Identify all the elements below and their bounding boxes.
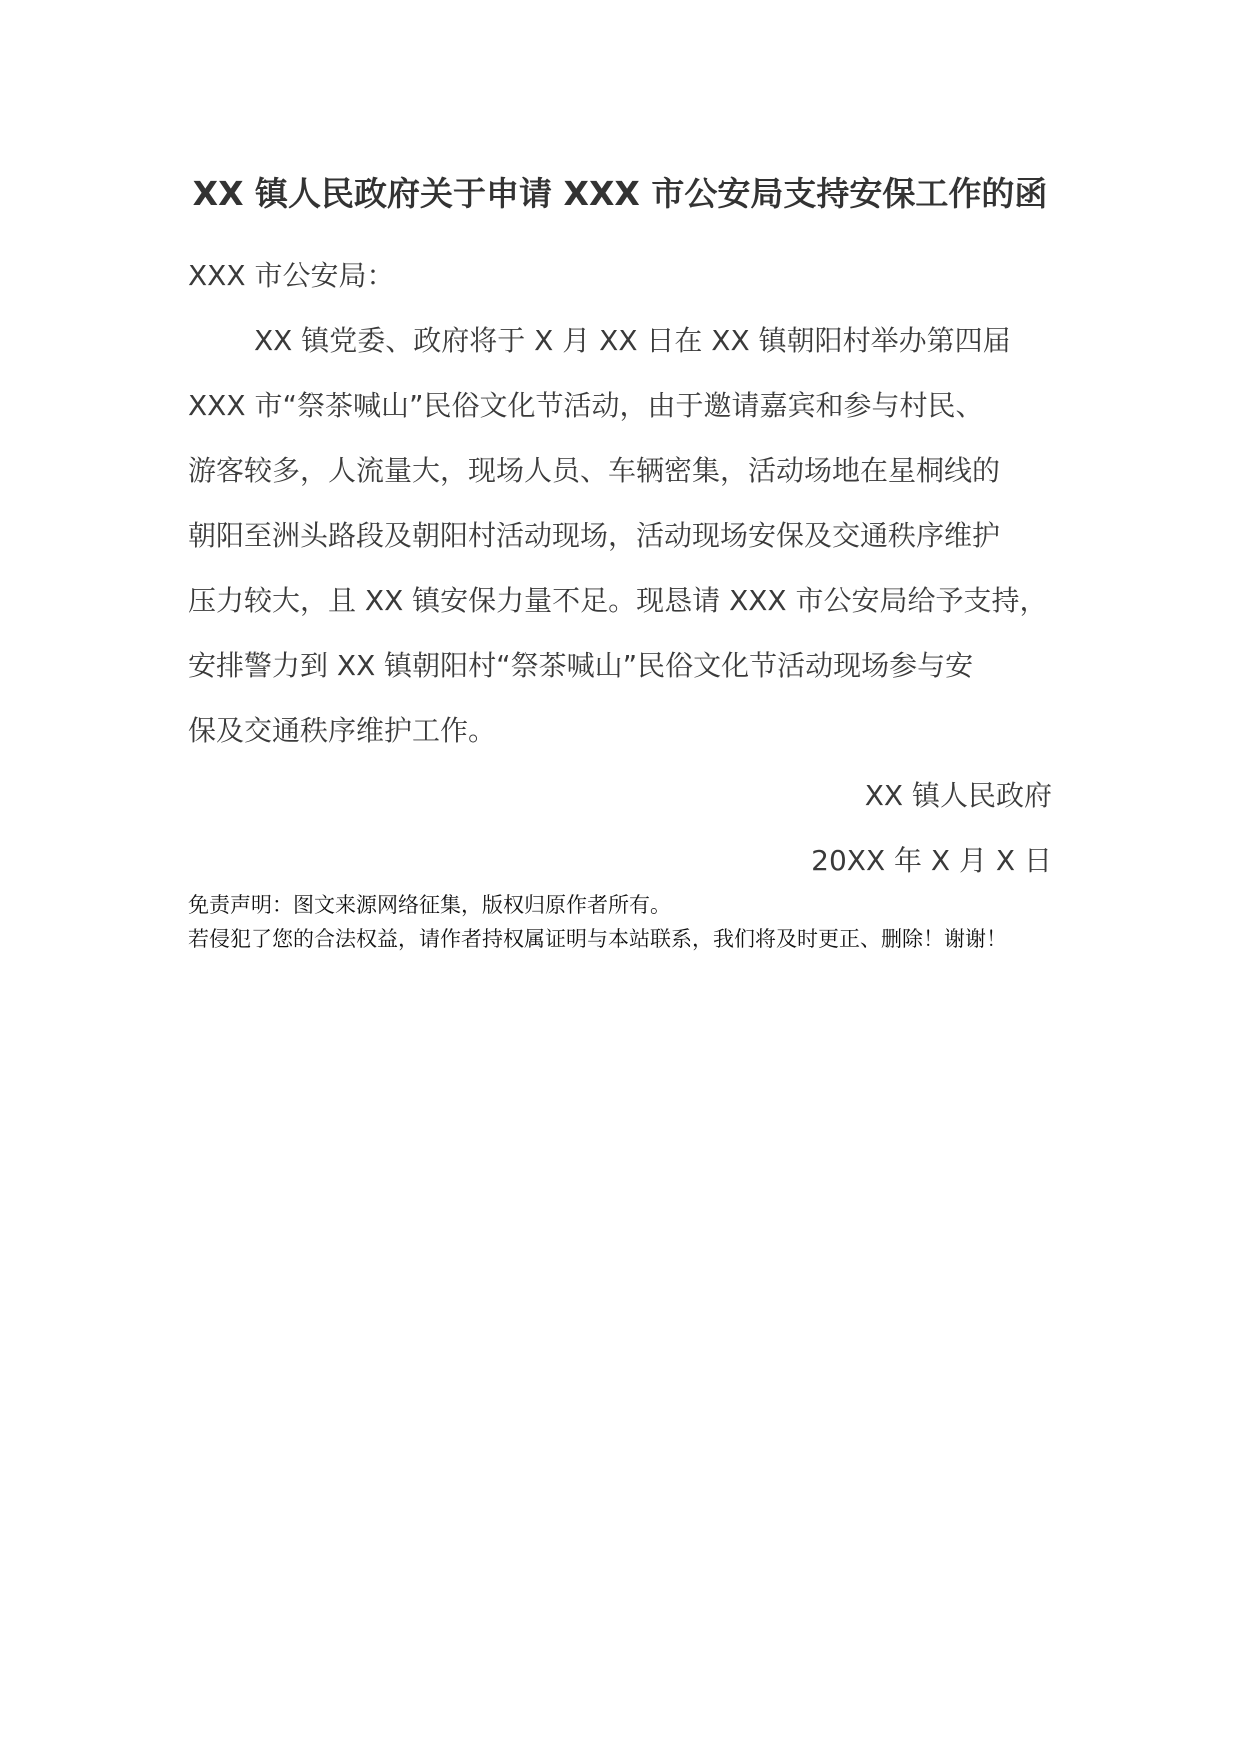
signature-date: 20XX 年 X 月 X 日	[811, 844, 1052, 877]
disclaimer-line-1: 免责声明：图文来源网络征集，版权归原作者所有。	[188, 893, 671, 917]
body-line-1: XX 镇党委、政府将于 X 月 XX 日在 XX 镇朝阳村举办第四届	[254, 324, 1011, 357]
salutation: XXX 市公安局：	[188, 259, 395, 292]
body-line-5: 压力较大，且 XX 镇安保力量不足。现恳请 XXX 市公安局给予支持，	[188, 584, 1048, 617]
document-title: XX 镇人民政府关于申请 XXX 市公安局支持安保工作的函	[192, 174, 1048, 213]
body-line-2: XXX 市“祭茶喊山”民俗文化节活动，由于邀请嘉宾和参与村民、	[188, 389, 984, 422]
body-line-3: 游客较多，人流量大，现场人员、车辆密集，活动场地在星桐线的	[188, 454, 1001, 487]
body-line-6: 安排警力到 XX 镇朝阳村“祭茶喊山”民俗文化节活动现场参与安	[188, 649, 974, 682]
body-line-7: 保及交通秩序维护工作。	[188, 714, 497, 747]
disclaimer-line-2: 若侵犯了您的合法权益，请作者持权属证明与本站联系，我们将及时更正、删除！谢谢！	[188, 927, 1007, 951]
signature-org: XX 镇人民政府	[864, 779, 1052, 812]
body-line-4: 朝阳至洲头路段及朝阳村活动现场，活动现场安保及交通秩序维护	[188, 519, 1001, 552]
